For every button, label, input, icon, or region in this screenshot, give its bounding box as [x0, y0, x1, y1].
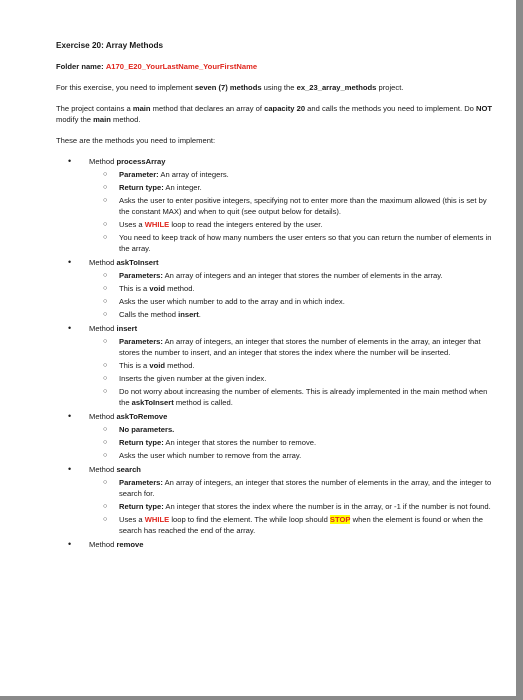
bullet-icon: • — [68, 156, 72, 166]
methods-intro: These are the methods you need to implement: — [56, 136, 216, 145]
circle-bullet-icon: ○ — [103, 285, 108, 292]
list-item: ○ Asks the user to enter positive integers, specifying not to enter more than the maximum allowed (this is set by the constant MAX) and when to quit (see output below for details). — [103, 196, 487, 216]
list-item: ○ Uses a WHILE loop to read the integers entered by the user. — [103, 220, 323, 229]
sub-list — [89, 169, 494, 254]
highlighted-text: STOP — [329, 515, 351, 524]
intro-paragraph: For this exercise, you need to implement seven (7) methods using the ex_23_array_methods project. — [56, 83, 404, 92]
list-item: ○ Uses a WHILE loop to find the element. The while loop should STOP when the element is found or when the search has reached the end of the array. — [103, 515, 484, 535]
list-item: ○ Asks the user which number to remove from the array. — [103, 451, 302, 460]
method-name: askToRemove — [116, 412, 168, 421]
list-item: ○ Return type: An integer that stores the number to remove. — [103, 438, 317, 447]
list-item: ○ Parameters: An array of integers, an integer that stores the number of elements in the array, and the integer to search for. — [103, 478, 492, 498]
folder-value: A170_E20_YourLastName_YourFirstName — [105, 62, 258, 71]
circle-bullet-icon: ○ — [103, 184, 108, 191]
circle-bullet-icon: ○ — [103, 452, 108, 459]
circle-bullet-icon: ○ — [103, 503, 108, 510]
circle-bullet-icon: ○ — [103, 234, 108, 241]
circle-bullet-icon: ○ — [103, 272, 108, 279]
circle-bullet-icon: ○ — [103, 311, 108, 318]
bullet-icon: • — [68, 257, 72, 267]
project-paragraph: The project contains a main method that declares an array of capacity 20 and calls the methods you need to implement. Do NOT modify the main method. — [56, 104, 493, 124]
list-item: ○ Parameters: An array of integers and an integer that stores the number of elements in the array. — [103, 271, 443, 280]
list-item: ○ Inserts the given number at the given index. — [103, 374, 267, 383]
circle-bullet-icon: ○ — [103, 516, 108, 523]
bullet-icon: • — [68, 411, 72, 421]
method-name: askToInsert — [116, 258, 159, 267]
list-item: ○ Do not worry about increasing the number of elements. This is already implemented in the main method when the askToInsert method is called. — [103, 387, 488, 407]
circle-bullet-icon: ○ — [103, 439, 108, 446]
page-title: Exercise 20: Array Methods — [56, 41, 164, 50]
list-item: • Method remove — [68, 539, 144, 549]
list-item: ○ Parameters: An array of integers, an integer that stores the number of elements in the array, an integer that stores the number to insert, and an integer that stores the index where the number will be inserted. — [103, 337, 481, 357]
sub-list — [89, 424, 494, 461]
folder-label: Folder name: — [56, 62, 104, 71]
circle-bullet-icon: ○ — [103, 375, 108, 382]
circle-bullet-icon: ○ — [103, 388, 108, 395]
sub-list — [89, 270, 494, 320]
circle-bullet-icon: ○ — [103, 298, 108, 305]
folder-name-line — [56, 61, 494, 72]
method-name: search — [116, 465, 141, 474]
circle-bullet-icon: ○ — [103, 221, 108, 228]
list-item: ○ No parameters. — [103, 425, 175, 434]
list-item: ○ You need to keep track of how many numbers the user enters so that you can return the number of elements in the array. — [103, 233, 492, 253]
list-item: • Method askToRemove ○ No parameters. ○ Return type: An integer that stores the number to remove. ○ Asks the user which number to remove from the array. — [56, 411, 494, 461]
method-name: processArray — [116, 157, 166, 166]
methods-list — [56, 156, 494, 550]
circle-bullet-icon: ○ — [103, 171, 108, 178]
bullet-icon: • — [68, 464, 72, 474]
bullet-icon: • — [68, 323, 72, 333]
list-item: • Method search ○ Parameters: An array of integers, an integer that stores the number of elements in the array, and the integer to search for. ○ Return type: An integer that stores the index where the number is in the array, or -1 if the number is not found. ○ Uses a WHILE loop to find the element. The while loop should STOP when the element is found or when the search has reached the end of the array. — [56, 464, 494, 536]
list-item: ○ Parameter: An array of integers. — [103, 170, 229, 179]
list-item: ○ Asks the user which number to add to the array and in which index. — [103, 297, 345, 306]
method-name: remove — [116, 540, 144, 549]
list-item: ○ Calls the method insert. — [103, 310, 201, 319]
circle-bullet-icon: ○ — [103, 362, 108, 369]
list-item: • Method askToInsert ○ Parameters: An array of integers and an integer that stores the number of elements in the array. ○ This is a void method. ○ Asks the user which number to add to the array and in which index. ○ Calls the method insert. — [56, 257, 494, 320]
circle-bullet-icon: ○ — [103, 338, 108, 345]
circle-bullet-icon: ○ — [103, 426, 108, 433]
list-item: ○ This is a void method. — [103, 361, 195, 370]
list-item: ○ This is a void method. — [103, 284, 195, 293]
list-item: ○ Return type: An integer. — [103, 183, 202, 192]
bullet-icon: • — [68, 539, 72, 549]
sub-list — [89, 477, 494, 536]
list-item: ○ Return type: An integer that stores the index where the number is in the array, or -1 if the number is not found. — [103, 502, 491, 511]
list-item: • Method insert ○ Parameters: An array of integers, an integer that stores the number of elements in the array, an integer that stores the number to insert, and an integer that stores the index where the number will be inserted. ○ This is a void method. ○ Inserts the given number at the given index. ○ Do not worry about increasing the number of elements. This is already implemented in the main method when the askToInsert method is called. — [56, 323, 494, 408]
circle-bullet-icon: ○ — [103, 197, 108, 204]
sub-list — [89, 336, 494, 408]
circle-bullet-icon: ○ — [103, 479, 108, 486]
list-item: • Method processArray ○ Parameter: An array of integers. ○ Return type: An integer. ○ Asks the user to enter positive integers, specifying not to enter more than the maximum allowed (this is set by the constant MAX) and when to quit (see output below for details). ○ Uses a WHILE loop to read the integers entered by the user. ○ You need to keep track of how many numbers the user enters so that you can return the number of elements in the array. — [56, 156, 494, 254]
method-name: insert — [116, 324, 138, 333]
